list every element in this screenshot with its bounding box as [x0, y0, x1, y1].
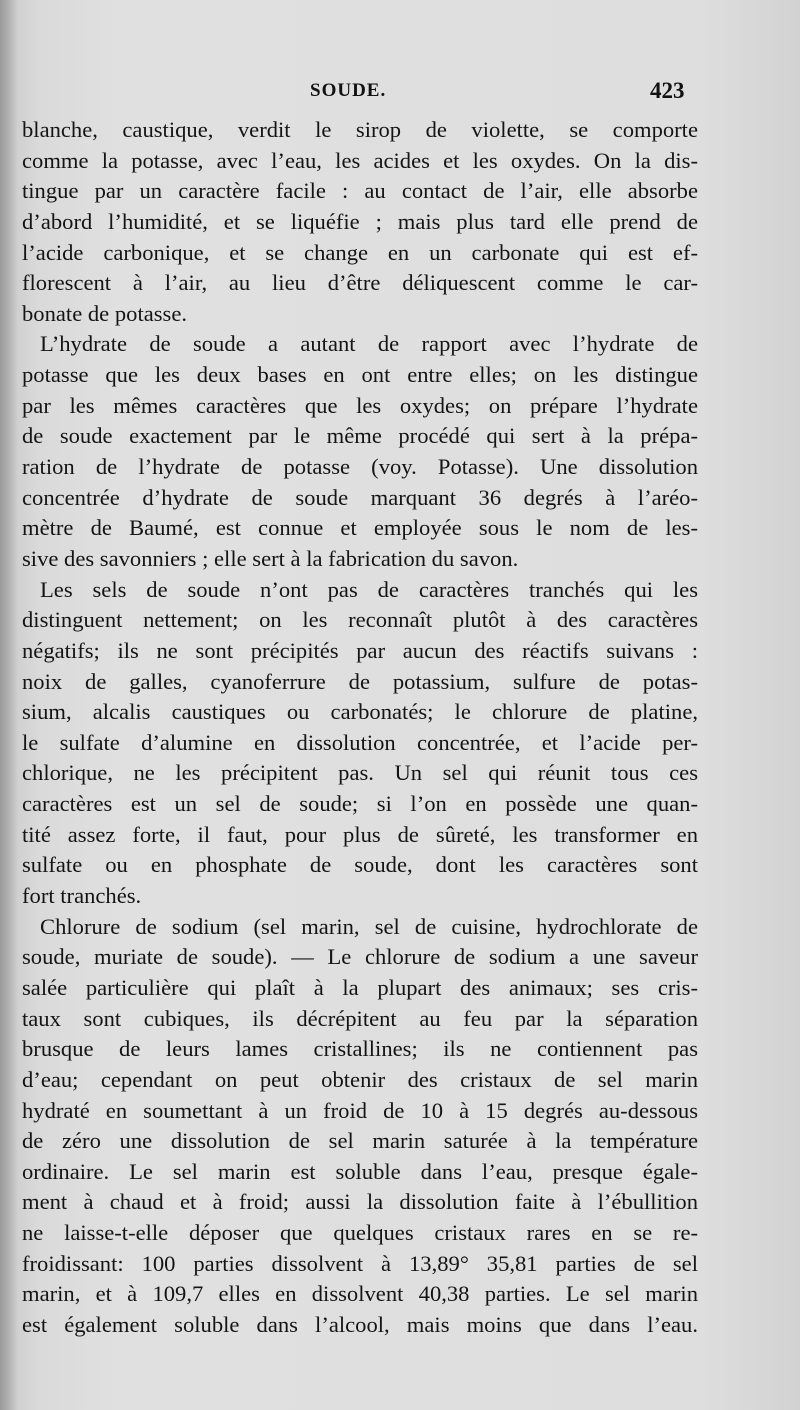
- text-line: soude, muriate de soude). — Le chlorure de sodium a une saveur: [22, 944, 698, 970]
- text-line: hydraté en soumettant à un froid de 10 à 15 degrés au-dessous: [22, 1097, 698, 1123]
- page-number: 423: [650, 78, 685, 103]
- text-line: blanche, caustique, verdit le sirop de violette, se comporte: [22, 117, 698, 142]
- text-line: d’abord l’humidité, et se liquéfie ; mais plus tard elle prend de: [22, 208, 698, 234]
- text-line: par les mêmes caractères que les oxydes; on prépare l’hydrate: [22, 392, 698, 418]
- text-line: concentrée d’hydrate de soude marquant 36 degrés à l’aréo-: [22, 484, 698, 510]
- running-title: SOUDE.: [310, 80, 387, 101]
- text-line: de soude exactement par le même procédé qui sert à la prépa-: [22, 423, 698, 449]
- text-line: noix de galles, cyanoferrure de potassium, sulfure de potas-: [22, 668, 698, 694]
- page-body-text: [22, 115, 698, 1341]
- text-line: tingue par un caractère facile : au contact de l’air, elle absorbe: [22, 178, 698, 204]
- text-line: potasse que les deux bases en ont entre elles; on les distingue: [22, 362, 698, 388]
- text-line: sive des savonniers ; elle sert à la fabrication du savon.: [22, 545, 519, 571]
- text-line: de zéro une dissolution de sel marin saturée à la température: [22, 1128, 698, 1154]
- text-line: marin, et à 109,7 elles en dissolvent 40,38 parties. Le sel marin: [22, 1281, 698, 1307]
- text-line: distinguent nettement; on les reconnaît plutôt à des caractères: [22, 607, 698, 633]
- paragraph-start-line: Chlorure de sodium (sel marin, sel de cuisine, hydrochlorate de: [40, 913, 698, 939]
- text-line: est également soluble dans l’alcool, mais moins que dans l’eau.: [22, 1311, 698, 1337]
- text-line: ration de l’hydrate de potasse (voy. Potasse). Une dissolution: [22, 454, 698, 480]
- text-line: taux sont cubiques, ils décrépitent au feu par la séparation: [22, 1005, 698, 1031]
- page-gutter-shadow: [0, 0, 18, 1410]
- text-line: mètre de Baumé, est connue et employée sous le nom de les-: [22, 515, 698, 541]
- text-line: salée particulière qui plaît à la plupart des animaux; ses cris-: [22, 974, 698, 1000]
- text-line: le sulfate d’alumine en dissolution concentrée, et l’acide per-: [22, 729, 698, 755]
- text-line: bonate de potasse.: [22, 300, 188, 326]
- text-line: florescent à l’air, au lieu d’être déliquescent comme le car-: [22, 270, 698, 296]
- paragraph-start-line: L’hydrate de soude a autant de rapport avec l’hydrate de: [40, 331, 698, 357]
- text-line: ne laisse-t-elle déposer que quelques cristaux rares en se re-: [22, 1220, 698, 1246]
- text-line: froidissant: 100 parties dissolvent à 13,89° 35,81 parties de sel: [22, 1250, 698, 1276]
- text-line: d’eau; cependant on peut obtenir des cristaux de sel marin: [22, 1066, 698, 1092]
- text-line: l’acide carbonique, et se change en un carbonate qui est ef-: [22, 239, 698, 265]
- text-line: négatifs; ils ne sont précipités par aucun des réactifs suivans :: [22, 637, 698, 663]
- text-line: sulfate ou en phosphate de soude, dont les caractères sont: [22, 852, 698, 878]
- text-line: brusque de leurs lames cristallines; ils ne contiennent pas: [22, 1036, 698, 1062]
- text-line: caractères est un sel de soude; si l’on en possède une quan-: [22, 791, 698, 817]
- text-line: fort tranchés.: [22, 883, 142, 909]
- text-line: ment à chaud et à froid; aussi la dissolution faite à l’ébullition: [22, 1189, 698, 1215]
- page-header: [0, 78, 800, 108]
- text-line: ordinaire. Le sel marin est soluble dans l’eau, presque égale-: [22, 1158, 698, 1184]
- text-line: tité assez forte, il faut, pour plus de sûreté, les transformer en: [22, 821, 698, 847]
- paragraph-start-line: Les sels de soude n’ont pas de caractères tranchés qui les: [40, 576, 698, 602]
- text-line: comme la potasse, avec l’eau, les acides et les oxydes. On la dis-: [22, 147, 698, 173]
- text-line: chlorique, ne les précipitent pas. Un sel qui réunit tous ces: [22, 760, 698, 786]
- text-line: sium, alcalis caustiques ou carbonatés; le chlorure de platine,: [22, 699, 698, 725]
